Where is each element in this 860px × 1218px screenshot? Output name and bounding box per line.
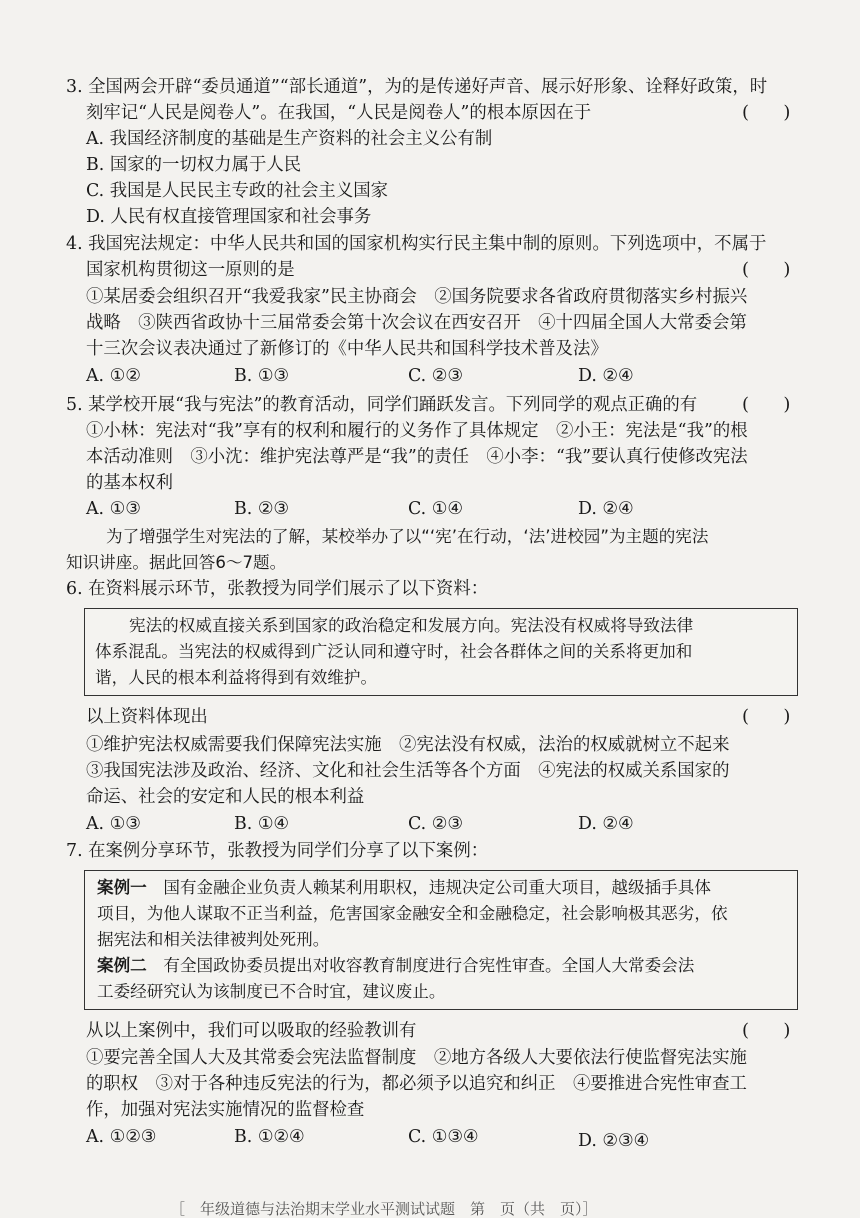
- q4-choice-c: C. ②③: [408, 366, 463, 386]
- q7-statement-line3: 作，加强对宪法实施情况的监督检查: [86, 1100, 365, 1120]
- q7-case1-line2: 项目，为他人谋取不正当利益，危害国家金融安全和金融稳定，社会影响极其恶劣，依: [97, 904, 728, 923]
- q6-material-box: [84, 608, 798, 696]
- q3-stem-line2: 刻牢记“人民是阅卷人”。在我国，“人民是阅卷人”的根本原因在于: [86, 103, 592, 123]
- q7-case2-line1: [97, 953, 694, 979]
- q7-case2-text1: 有全国政协委员提出对收容教育制度进行合宪性审查。全国人大常委会法: [146, 956, 695, 975]
- q4-choice-a: A. ①②: [86, 366, 141, 386]
- q4-choice-b: B. ①③: [234, 366, 290, 386]
- q7-stem-line1: 7. 在案例分享环节，张教授为同学们分享了以下案例：: [66, 841, 489, 861]
- q7-case-box: [84, 870, 798, 1010]
- intro-line2: 知识讲座。据此回答6～7题。: [66, 553, 287, 572]
- q5-statement-line3: 的基本权利: [86, 473, 173, 493]
- q6-statement-line1: ①维护宪法权威需要我们保障宪法实施 ②宪法没有权威，法治的权威就树立不起来: [86, 735, 730, 755]
- q5-choice-a: A. ①③: [86, 499, 141, 519]
- q7-case2-line2: 工委经研究认为该制度已不合时宜，建议废止。: [97, 982, 446, 1001]
- q7-choice-a: A. ①②③: [86, 1127, 157, 1147]
- q5-statement-line2: 本活动准则 ③小沈：维护宪法尊严是“我”的责任 ④小李：“我”要认真行使修改宪法: [86, 447, 748, 467]
- q5-statement-line1: ①小林：宪法对“我”享有的权利和履行的义务作了具体规定 ②小王：宪法是“我”的根: [86, 421, 748, 441]
- q5-choice-c: C. ①④: [408, 499, 463, 519]
- q7-choice-b: B. ①②④: [234, 1127, 305, 1147]
- q6-choice-b: B. ①④: [234, 814, 290, 834]
- q3-option-c: C. 我国是人民民主专政的社会主义国家: [86, 181, 388, 201]
- q6-statement-line3: 命运、社会的安定和人民的根本利益: [86, 787, 365, 807]
- q7-case2-title: 案例二: [97, 956, 147, 975]
- q5-answer-paren: ( ): [742, 394, 791, 415]
- q6-stem-line1: 6. 在资料展示环节，张教授为同学们展示了以下资料：: [66, 579, 489, 599]
- q7-case1-title: 案例一: [97, 878, 147, 897]
- q3-option-d: D. 人民有权直接管理国家和社会事务: [86, 207, 372, 227]
- q4-choice-d: D. ②④: [578, 366, 634, 386]
- q4-answer-paren: ( ): [742, 259, 791, 280]
- q7-answer-paren: ( ): [742, 1020, 791, 1041]
- q7-statement-line1: ①要完善全国人大及其常委会宪法监督制度 ②地方各级人大要依法行使监督宪法实施: [86, 1048, 747, 1068]
- q6-material-line3: 谐，人民的根本利益将得到有效维护。: [95, 668, 378, 687]
- q4-statement-line3: 十三次会议表决通过了新修订的《中华人民共和国科学技术普及法》: [86, 339, 608, 359]
- intro-line1: 为了增强学生对宪法的了解，某校举办了以“‘宪’在行动，‘法’进校园”为主题的宪法: [106, 527, 709, 546]
- q5-choice-d: D. ②④: [578, 499, 634, 519]
- q6-statement-line2: ③我国宪法涉及政治、经济、文化和社会生活等各个方面 ④宪法的权威关系国家的: [86, 761, 730, 781]
- q7-case1-line1: [97, 875, 711, 901]
- q3-option-a: A. 我国经济制度的基础是生产资料的社会主义公有制: [86, 129, 493, 149]
- q5-stem-line1: 5. 某学校开展“我与宪法”的教育活动，同学们踊跃发言。下列同学的观点正确的有: [66, 395, 698, 415]
- q7-case1-text1: 国有金融企业负责人赖某利用职权，违规决定公司重大项目，越级插手具体: [146, 878, 711, 897]
- q6-material-line2: 体系混乱。当宪法的权威得到广泛认同和遵守时，社会各群体之间的关系将更加和: [95, 642, 693, 661]
- q6-choice-c: C. ②③: [408, 814, 463, 834]
- q4-stem-line1: 4. 我国宪法规定：中华人民共和国的国家机构实行民主集中制的原则。下列选项中，不属于: [66, 234, 767, 254]
- q6-choice-d: D. ②④: [578, 814, 634, 834]
- page-footer: ［ 年级道德与法治期末学业水平测试试题 第 页（共 页）］: [170, 1200, 598, 1218]
- q3-option-b: B. 国家的一切权力属于人民: [86, 155, 302, 175]
- q7-case1-line3: 据宪法和相关法律被判处死刑。: [97, 930, 330, 949]
- q4-stem-line2: 国家机构贯彻这一原则的是: [86, 260, 295, 280]
- q3-stem-line1: 3. 全国两会开辟“委员通道”“部长通道”，为的是传递好声音、展示好形象、诠释好政策，时: [66, 77, 768, 97]
- q4-statement-line2: 战略 ③陕西省政协十三届常委会第十次会议在西安召开 ④十四届全国人大常委会第: [86, 313, 747, 333]
- q7-choice-c: C. ①③④: [408, 1127, 479, 1147]
- q7-choice-d: D. ②③④: [578, 1131, 650, 1151]
- q4-statement-line1: ①某居委会组织召开“我爱我家”民主协商会 ②国务院要求各省政府贯彻落实乡村振兴: [86, 287, 748, 307]
- q7-statement-line2: 的职权 ③对于各种违反宪法的行为，都必须予以追究和纠正 ④要推进合宪性审查工: [86, 1074, 747, 1094]
- q6-stem-line2: 以上资料体现出: [86, 707, 208, 727]
- q6-material-line1: 宪法的权威直接关系到国家的政治稳定和发展方向。宪法没有权威将导致法律: [129, 616, 694, 635]
- q6-answer-paren: ( ): [742, 706, 791, 727]
- q3-answer-paren: ( ): [742, 102, 791, 123]
- q7-stem-line2: 从以上案例中，我们可以吸取的经验教训有: [86, 1021, 417, 1041]
- q6-choice-a: A. ①③: [86, 814, 141, 834]
- q5-choice-b: B. ②③: [234, 499, 290, 519]
